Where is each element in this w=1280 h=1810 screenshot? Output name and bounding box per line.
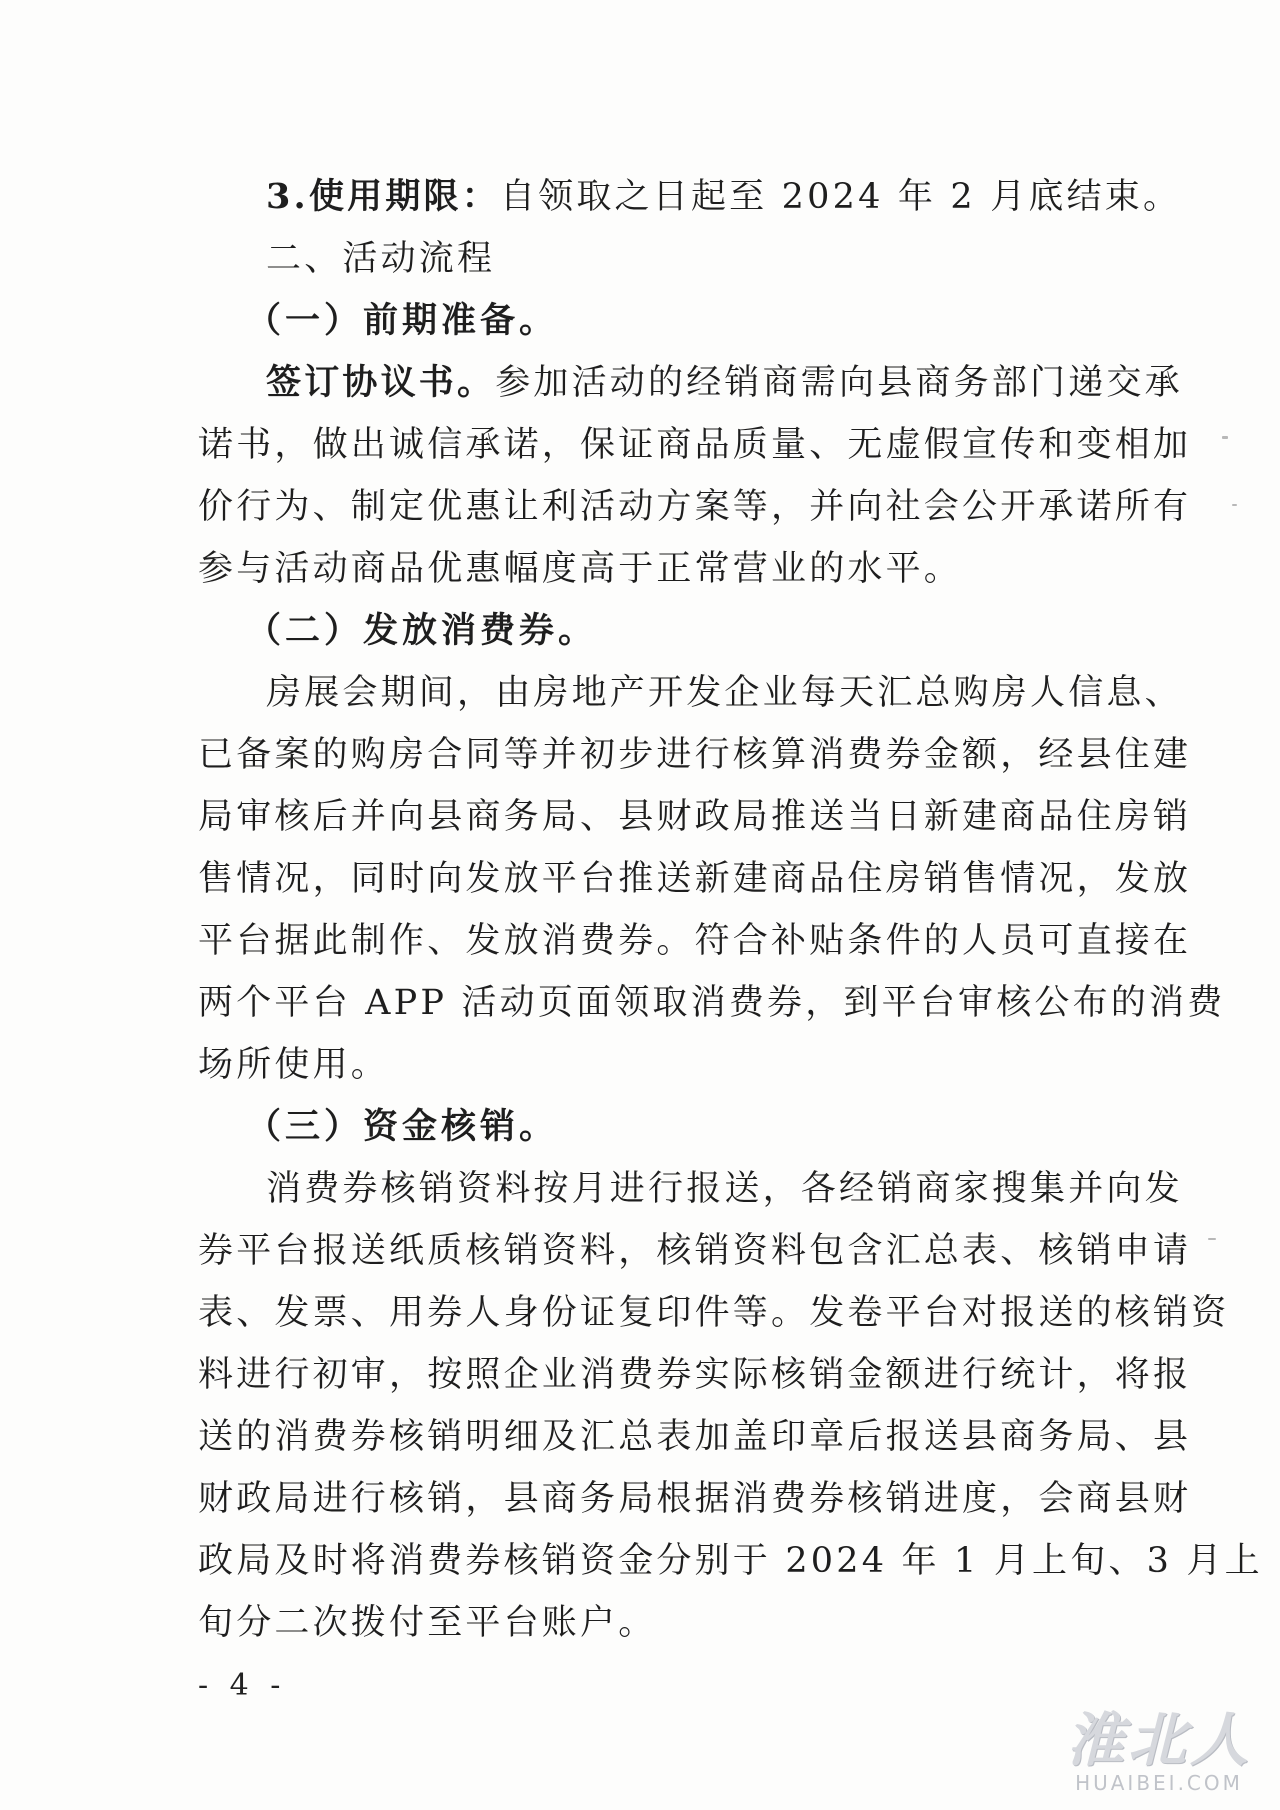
scan-speck — [1232, 504, 1237, 506]
watermark-logo-text: 淮北人 — [1065, 1706, 1252, 1774]
paragraph-line: 房展会期间，由房地产开发企业每天汇总购房人信息、 — [266, 673, 1183, 713]
paragraph-line: 售情况，同时向发放平台推送新建商品住房销售情况，发放 — [198, 859, 1192, 899]
paragraph-line: 料进行初审，按照企业消费券实际核销金额进行统计，将报 — [198, 1355, 1192, 1395]
subheading-issue-coupons: （二）发放消费券。 — [246, 610, 598, 651]
paragraph-line: 表、发票、用券人身份证复印件等。发卷平台对报送的核销资 — [198, 1293, 1230, 1333]
section-heading-activity-process: 二、活动流程 — [266, 239, 496, 279]
usage-period-line — [198, 166, 1182, 228]
usage-period-text: 自领取之日起至 2024 年 2 月底结束。 — [499, 177, 1182, 217]
paragraph-line: 两个平台 APP 活动页面领取消费券，到平台审核公布的消费 — [198, 983, 1226, 1023]
paragraph-line: 场所使用。 — [198, 1045, 390, 1085]
paragraph-line: 局审核后并向县商务局、县财政局推送当日新建商品住房销 — [198, 797, 1192, 837]
subheading-fund-verification: （三）资金核销。 — [246, 1106, 559, 1147]
paragraph-line: 旬分二次拨付至平台账户。 — [198, 1603, 657, 1643]
page-number: - 4 - — [198, 1668, 287, 1703]
agreement-text: 参加活动的经销商需向县商务部门递交承 — [495, 363, 1183, 403]
paragraph-line: 参与活动商品优惠幅度高于正常营业的水平。 — [198, 549, 963, 589]
site-watermark — [1066, 1708, 1252, 1794]
usage-period-label: 3.使用期限： — [266, 176, 500, 217]
paragraph-line: 财政局进行核销，县商务局根据消费券核销进度，会商县财 — [198, 1479, 1192, 1519]
subheading-preparation: （一）前期准备。 — [246, 300, 559, 341]
paragraph-line: 已备案的购房合同等并初步进行核算消费券金额，经县住建 — [198, 735, 1192, 775]
document-body — [198, 166, 1263, 1654]
scan-speck — [1222, 436, 1228, 439]
paragraph-line: 诺书，做出诚信承诺，保证商品质量、无虚假宣传和变相加 — [198, 425, 1192, 465]
agreement-label: 签订协议书。 — [266, 362, 496, 403]
paragraph-line: 价行为、制定优惠让利活动方案等，并向社会公开承诺所有 — [198, 487, 1192, 527]
paragraph-line: 消费券核销资料按月进行报送，各经销商家搜集并向发 — [266, 1169, 1183, 1209]
scan-speck — [1208, 1238, 1216, 1240]
paragraph-agreement-line — [198, 352, 1183, 414]
paragraph-line: 平台据此制作、发放消费券。符合补贴条件的人员可直接在 — [198, 921, 1192, 961]
watermark-domain: HUAIBEI.COM — [1075, 1771, 1243, 1795]
paragraph-line: 券平台报送纸质核销资料，核销资料包含汇总表、核销申请 — [198, 1231, 1192, 1271]
paragraph-line: 政局及时将消费券核销资金分别于 2024 年 1 月上旬、3 月上 — [198, 1541, 1263, 1581]
paragraph-line: 送的消费券核销明细及汇总表加盖印章后报送县商务局、县 — [198, 1417, 1192, 1457]
